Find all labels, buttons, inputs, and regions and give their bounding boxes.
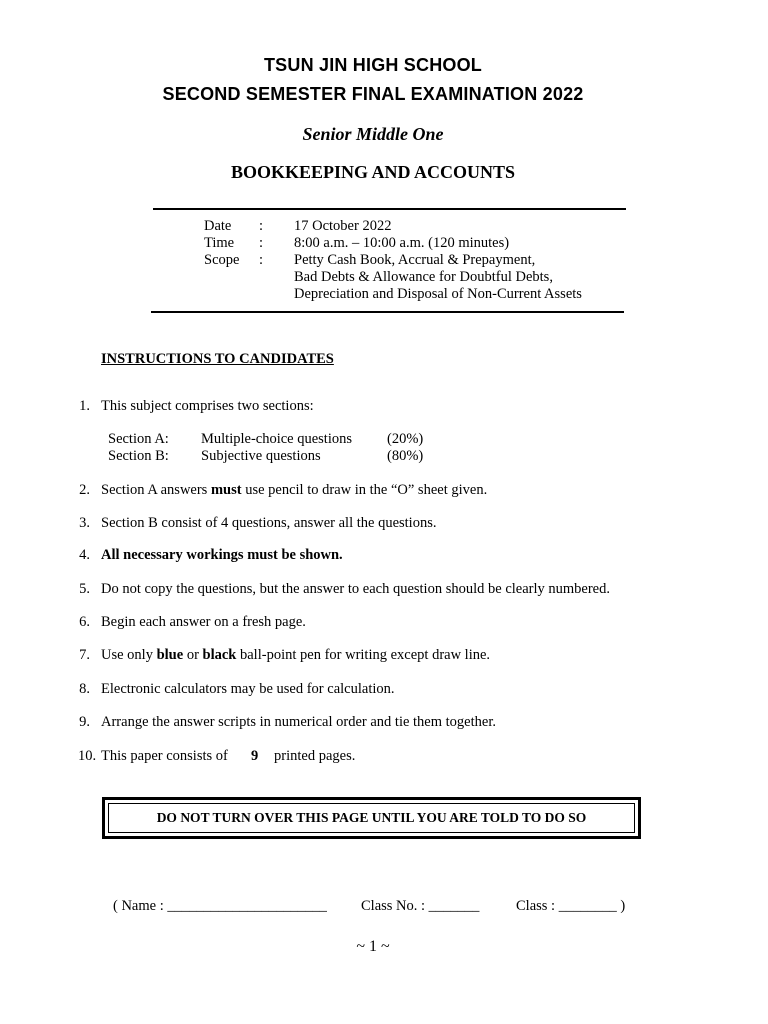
instruction-text: Section B consist of 4 questions, answer all the questions.	[101, 515, 437, 531]
item-number: 10.	[78, 748, 97, 764]
page-count: 9	[251, 748, 259, 764]
item-number: 7.	[79, 647, 90, 663]
text-part: Use only	[101, 647, 157, 663]
scope-label: Scope	[204, 252, 240, 268]
page-number: ~ 1 ~	[356, 938, 390, 955]
text-part: use pencil to draw in the “O” sheet given.	[241, 482, 488, 498]
item-number: 5.	[79, 581, 90, 597]
item-number: 3.	[79, 515, 90, 531]
notice-text: DO NOT TURN OVER THIS PAGE UNTIL YOU ARE TOLD TO DO SO	[108, 803, 635, 833]
emphasis: blue	[156, 647, 184, 663]
time-label: Time	[204, 235, 235, 251]
subject-title: BOOKKEEPING AND ACCOUNTS	[230, 162, 516, 182]
section-weight: (20%)	[387, 431, 424, 447]
bottom-rule	[151, 311, 624, 313]
level-label: Senior Middle One	[302, 124, 444, 144]
instruction-text: This paper consists of	[101, 748, 228, 764]
item-number: 2.	[79, 482, 90, 498]
scope-line: Bad Debts & Allowance for Doubtful Debts,	[294, 269, 553, 285]
class-field: Class : ________ )	[516, 898, 626, 914]
date-value: 17 October 2022	[294, 218, 392, 234]
top-rule	[153, 208, 626, 210]
instruction-text: This subject comprises two sections:	[101, 398, 314, 414]
item-number: 4.	[79, 547, 90, 563]
item-number: 9.	[79, 714, 90, 730]
text-part: Section A answers	[101, 482, 211, 498]
section-desc: Multiple-choice questions	[201, 431, 353, 447]
section-weight: (80%)	[387, 448, 424, 464]
text-part: ball-point pen for writing except draw line.	[236, 647, 491, 663]
item-number: 1.	[79, 398, 90, 414]
scope-line: Depreciation and Disposal of Non-Current Assets	[294, 286, 582, 302]
instruction-text: printed pages.	[274, 748, 356, 764]
class-no-field: Class No. : _______	[361, 898, 480, 914]
section-desc: Subjective questions	[201, 448, 321, 464]
school-name: TSUN JIN HIGH SCHOOL	[263, 55, 482, 75]
exam-title: SECOND SEMESTER FINAL EXAMINATION 2022	[162, 84, 584, 104]
text-part: or	[183, 647, 203, 663]
time-colon: :	[259, 235, 264, 251]
instruction-text: Arrange the answer scripts in numerical order and tie them together.	[101, 714, 496, 730]
instructions-heading: INSTRUCTIONS TO CANDIDATES	[101, 351, 334, 367]
item-number: 6.	[79, 614, 90, 630]
instruction-text: All necessary workings must be shown.	[101, 547, 343, 563]
instruction-text	[101, 482, 487, 499]
instruction-text: Do not copy the questions, but the answer to each question should be clearly numbered.	[101, 581, 610, 597]
emphasis: must	[210, 482, 242, 498]
section-label: Section B:	[108, 448, 169, 464]
date-label: Date	[204, 218, 232, 234]
time-value: 8:00 a.m. – 10:00 a.m. (120 minutes)	[294, 235, 510, 251]
instruction-text: Electronic calculators may be used for calculation.	[101, 681, 395, 697]
scope-line: Petty Cash Book, Accrual & Prepayment,	[294, 252, 536, 268]
instruction-text	[101, 647, 490, 664]
name-field: ( Name : ______________________	[113, 898, 327, 914]
notice-box	[102, 797, 641, 839]
scope-colon: :	[259, 252, 264, 268]
section-label: Section A:	[108, 431, 169, 447]
date-colon: :	[259, 218, 264, 234]
emphasis: black	[202, 647, 237, 663]
instruction-text: Begin each answer on a fresh page.	[101, 614, 306, 630]
item-number: 8.	[79, 681, 90, 697]
